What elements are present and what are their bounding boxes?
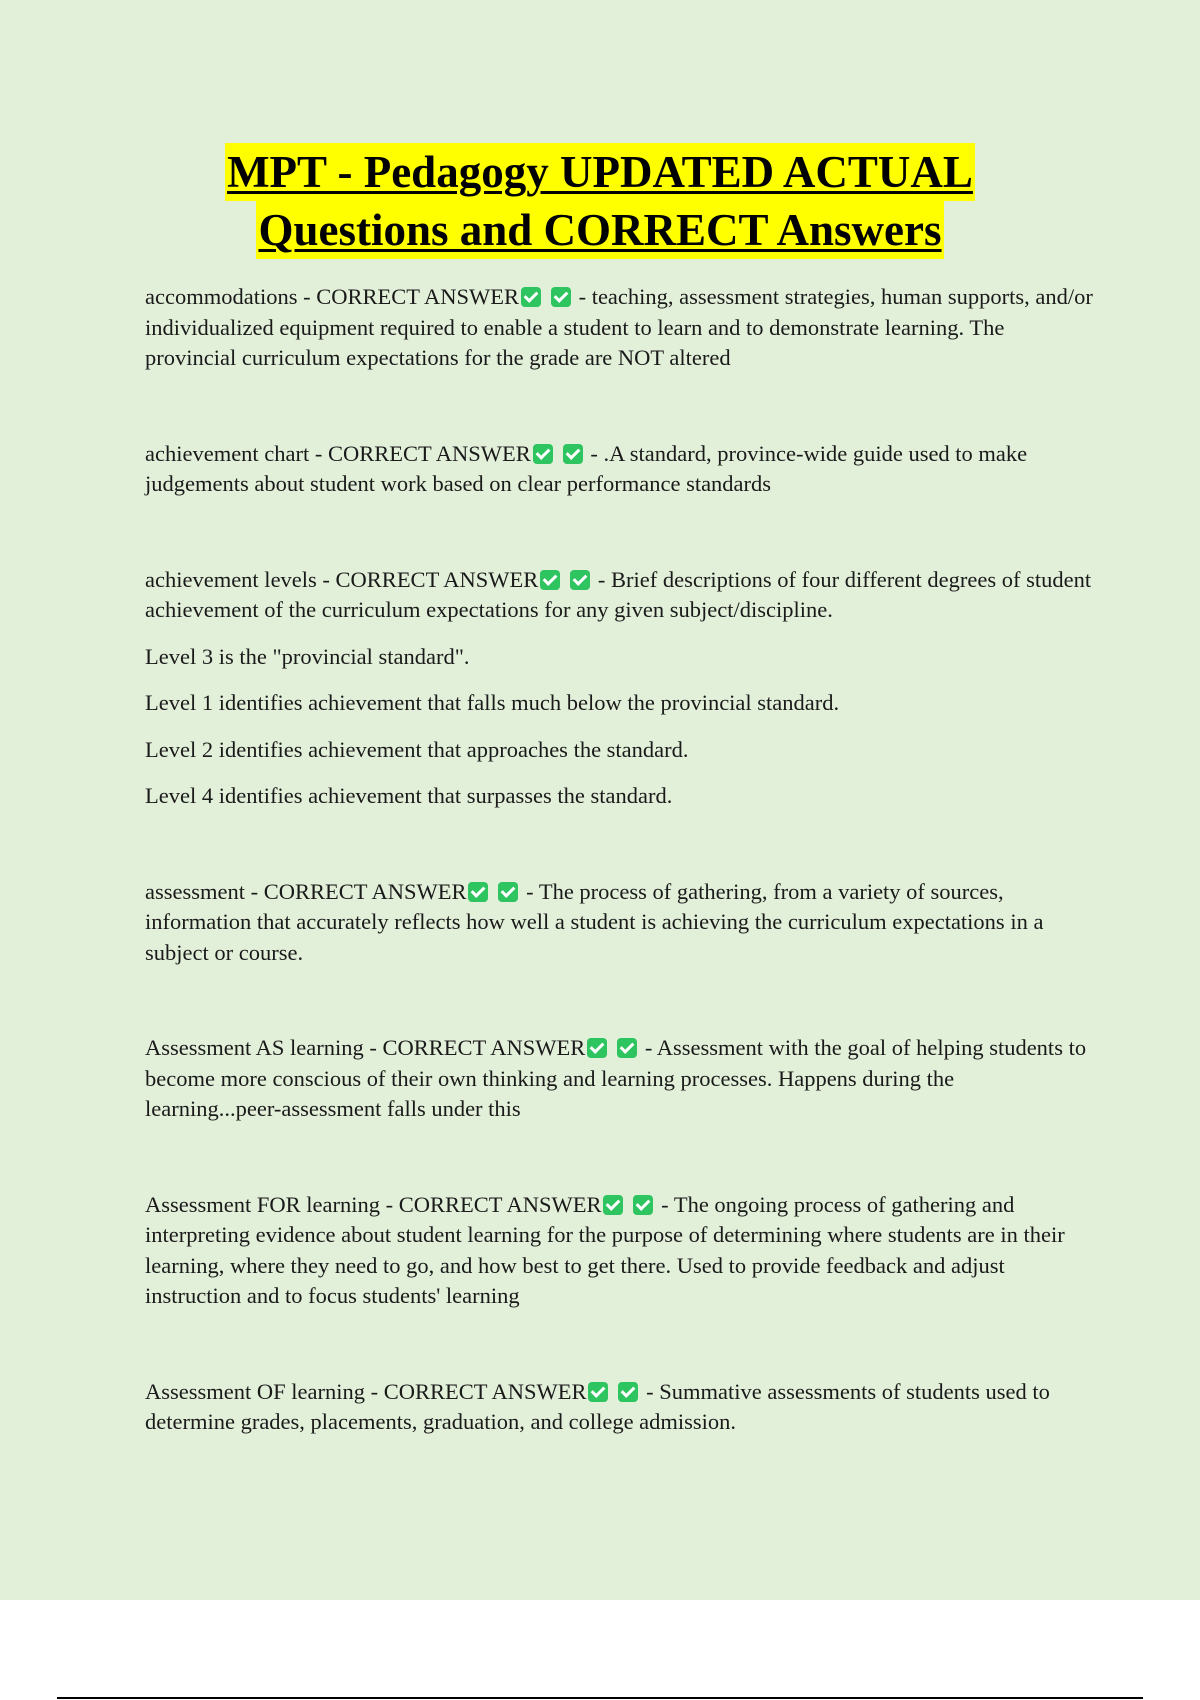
entry-term: Assessment AS learning - (145, 1035, 383, 1060)
entry-term: Assessment OF learning - (145, 1378, 384, 1404)
check-mark-icon (633, 1195, 653, 1215)
entry-text (145, 565, 1095, 626)
entry-term: accommodations - (145, 284, 317, 309)
entry-text (145, 282, 1095, 374)
qa-entry-achievement-chart (145, 439, 1095, 500)
entry-text (145, 1190, 1095, 1312)
entry-term: achievement chart - (145, 440, 329, 466)
check-mark-icon (521, 287, 541, 307)
entry-term: Assessment FOR learning - (145, 1191, 399, 1217)
entry-definition: - Summative assessments of students used to determine grades, placements, graduation, and college admission. (145, 1378, 1050, 1434)
check-mark-icon (540, 570, 560, 590)
entry-definition: - Assessment with the goal of helping students to become more conscious of their own thinking and learning processes. Happens during the learning...peer-assessment falls under this (145, 1035, 1087, 1121)
entry-text (145, 877, 1095, 969)
level-4-line: Level 4 identifies achievement that surpasses the standard. (145, 783, 673, 808)
answer-marker: CORRECT ANSWER (328, 440, 531, 466)
entry-text (145, 439, 1095, 500)
entry-text (145, 1377, 1095, 1438)
entry-definition: - teaching, assessment strategies, human supports, and/or individualized equipment required to enable a student to learn and to demonstrate learning. The provincial curriculum expectations for the grade are NOT altered (145, 284, 1093, 370)
check-mark-icon (533, 444, 553, 464)
answer-marker: CORRECT ANSWER (263, 878, 467, 904)
entry-term: achievement levels - (145, 566, 336, 592)
entry-definition: - .A standard, province-wide guide used to make judgements about student work based on clear performance standards (145, 440, 1028, 496)
check-mark-icon (563, 444, 583, 464)
level-3-line: Level 3 is the "provincial standard". (145, 643, 470, 669)
answer-marker: CORRECT ANSWER (335, 566, 539, 592)
answer-marker: CORRECT ANSWER (382, 1035, 586, 1060)
qa-entry-assessment (145, 877, 1095, 969)
qa-entry-assessment-for-learning (145, 1190, 1095, 1312)
check-mark-icon (587, 1038, 607, 1058)
answer-marker: CORRECT ANSWER (316, 284, 519, 309)
check-mark-icon (498, 882, 518, 902)
qa-entry-accommodations (145, 282, 1095, 374)
level-1-line: Level 1 identifies achievement that falls much below the provincial standard. (145, 690, 840, 715)
check-mark-icon (551, 287, 571, 307)
check-mark-icon (468, 882, 488, 902)
entry-definition: - Brief descriptions of four different degrees of student achievement of the curriculum expectations for any given subject/discipline. (145, 566, 1092, 622)
footer-divider (57, 1697, 1143, 1699)
check-mark-icon (603, 1195, 623, 1215)
entry-definition: - The process of gathering, from a variety of sources, information that accurately reflects how well a student is achieving the curriculum expectations in a subject or course. (145, 878, 1044, 965)
entry-definition: - The ongoing process of gathering and interpreting evidence about student learning for the purpose of determining where students are in their learning, where they need to go, and how best to get there. Used to provide feedback and adjust instruction and to focus students' learning (145, 1191, 1065, 1308)
level-2-line: Level 2 identifies achievement that approaches the standard. (145, 736, 689, 762)
check-mark-icon (618, 1382, 638, 1402)
answer-marker: CORRECT ANSWER (383, 1378, 587, 1404)
check-mark-icon (570, 570, 590, 590)
entry-text (145, 1033, 1095, 1125)
check-mark-icon (617, 1038, 637, 1058)
check-mark-icon (588, 1382, 608, 1402)
page-title (0, 143, 1200, 259)
title-line-2: Questions and CORRECT Answers (256, 201, 943, 259)
answer-marker: CORRECT ANSWER (398, 1191, 602, 1217)
qa-entry-assessment-of-learning (145, 1377, 1095, 1438)
qa-entry-assessment-as-learning (145, 1033, 1095, 1125)
title-line-1: MPT - Pedagogy UPDATED ACTUAL (225, 143, 975, 201)
qa-list (145, 282, 1095, 1438)
entry-term: assessment - (145, 878, 264, 904)
qa-entry-achievement-levels (145, 565, 1095, 812)
